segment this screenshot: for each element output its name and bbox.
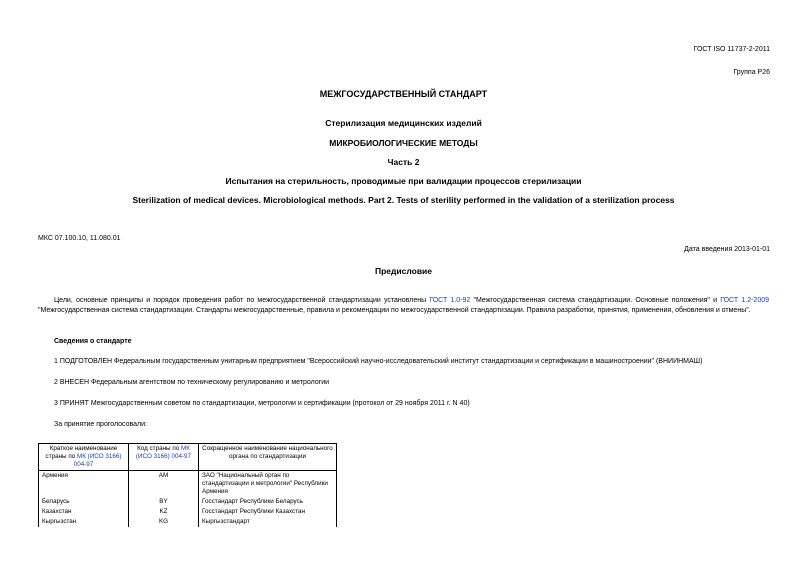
preface-text-middle: "Межгосударственная система стандартизации. Основные положения" и bbox=[470, 297, 721, 304]
voting-countries-table bbox=[38, 443, 337, 527]
preface-heading: Предисловие bbox=[374, 266, 433, 276]
part-title: Часть 2 bbox=[387, 157, 420, 167]
standard-type-title: МЕЖГОСУДАРСТВЕННЫЙ СТАНДАРТ bbox=[319, 89, 488, 99]
subtitle-russian: Испытания на стерильность, проводимые при валидации процессов стерилизации bbox=[225, 176, 582, 186]
header-national-body: Сокращенное наименование национального органа по стандартизации bbox=[199, 444, 337, 471]
methods-title: МИКРОБИОЛОГИЧЕСКИЕ МЕТОДЫ bbox=[329, 138, 478, 148]
preface-text-end: "Межгосударственная система стандартизации. Стандарты межгосударственные, правила и рекомендации по межгосударственной стандартизации. Правила разработки, принятия, применения, обновления и отмены". bbox=[38, 307, 751, 314]
table-row bbox=[39, 517, 337, 527]
body-cell: Госстандарт Республики Казахстан bbox=[199, 507, 337, 517]
gost-1-0-92-link[interactable]: ГОСТ 1.0-92 bbox=[429, 297, 471, 304]
info-item-prepared: 1 ПОДГОТОВЛЕН Федеральным государственным унитарным предприятием "Всероссийский научно-исследовательский институт стандартизации и сертификации в машиностроении" (ВНИИНМАШ) bbox=[54, 358, 703, 365]
mk-iso-3166-code-link[interactable]: МК (ИСО 3166) 004-97 bbox=[135, 445, 192, 460]
voted-label: За принятие проголосовали: bbox=[54, 421, 147, 428]
preface-paragraph bbox=[38, 296, 769, 316]
header-country-name bbox=[39, 444, 129, 471]
preface-text-start: Цели, основные принципы и порядок проведения работ по межгосударственной стандартизации установлены bbox=[54, 297, 430, 304]
code-cell: KG bbox=[129, 517, 199, 527]
code-cell: BY bbox=[129, 497, 199, 507]
country-cell: Кыргызстан bbox=[39, 517, 129, 527]
country-cell: Казахстан bbox=[39, 507, 129, 517]
country-cell: Беларусь bbox=[39, 497, 129, 507]
info-item-adopted: 3 ПРИНЯТ Межгосударственным советом по стандартизации, метрологии и сертификации (протокол от 29 ноября 2011 г. N 40) bbox=[54, 400, 470, 407]
body-cell: ЗАО "Национальный орган по стандартизации и метрологии" Республики Армения bbox=[199, 471, 337, 498]
table-header-row bbox=[39, 444, 337, 471]
document-number: ГОСТ ISO 11737-2-2011 bbox=[693, 46, 770, 53]
code-cell: AM bbox=[129, 471, 199, 498]
intro-date: Дата введения 2013-01-01 bbox=[684, 246, 770, 253]
country-cell: Армения bbox=[39, 471, 129, 498]
header-country-text: Краткое наименование страны по bbox=[45, 445, 118, 460]
group-code: Группа Р26 bbox=[733, 69, 770, 76]
info-item-submitted: 2 ВНЕСЕН Федеральным агентством по техническому регулированию и метрологии bbox=[54, 379, 330, 386]
gost-1-2-2009-link[interactable]: ГОСТ 1.2-2009 bbox=[720, 297, 769, 304]
table-row bbox=[39, 497, 337, 507]
mk-iso-3166-link[interactable]: МК (ИСО 3166) 004-97 bbox=[73, 453, 122, 468]
info-heading: Сведения о стандарте bbox=[54, 338, 132, 345]
body-cell: Кыргызстандарт bbox=[199, 517, 337, 527]
table-row bbox=[39, 507, 337, 517]
body-cell: Госстандарт Республики Беларусь bbox=[199, 497, 337, 507]
header-code-text: Код страны по bbox=[137, 445, 181, 452]
table-row bbox=[39, 471, 337, 498]
subtitle-english: Sterilization of medical devices. Microbiological methods. Part 2. Tests of sterility performed in the validation of a sterilization process bbox=[132, 195, 675, 205]
code-cell: KZ bbox=[129, 507, 199, 517]
mks-code: МКС 07.100.10, 11.080.01 bbox=[38, 235, 121, 242]
subject-title: Стерилизация медицинских изделий bbox=[325, 118, 482, 128]
header-country-code bbox=[129, 444, 199, 471]
